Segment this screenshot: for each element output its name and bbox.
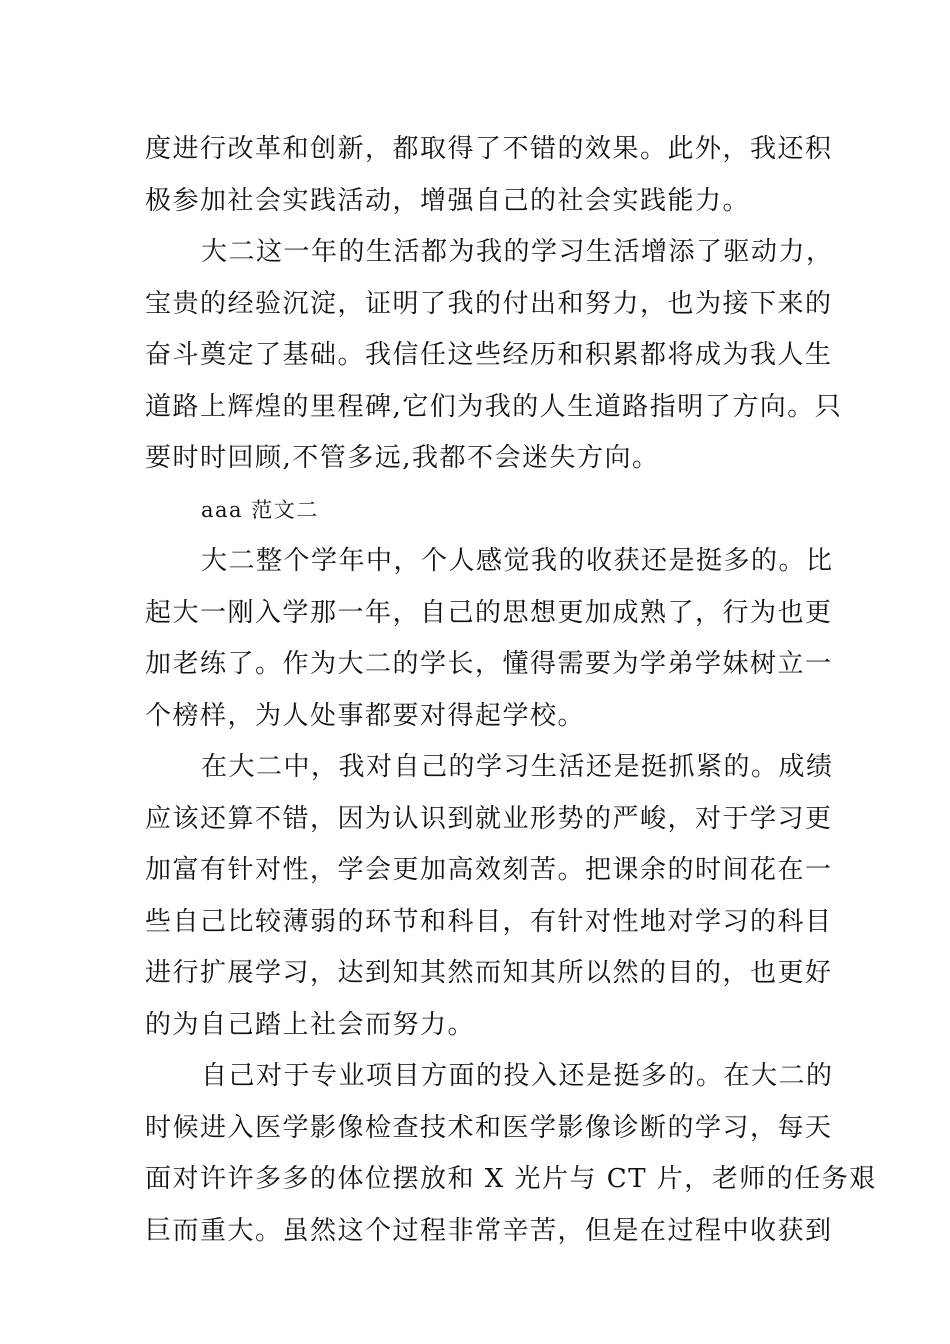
text-line: 起大一刚入学那一年，自己的思想更加成熟了，行为也更	[145, 597, 833, 628]
text-line: 时候进入医学影像检查技术和医学影像诊断的学习，每天	[145, 1112, 833, 1143]
paragraph-start-line: 大二这一年的生活都为我的学习生活增添了驱动力，	[201, 237, 834, 267]
text-line: 度进行改革和创新，都取得了不错的效果。此外，我还积	[145, 134, 833, 164]
text-line: 要时时回顾,不管多远,我都不会迷失方向。	[145, 443, 660, 473]
document-body	[145, 124, 877, 1257]
text-line: 个榜样，为人处事都要对得起学校。	[145, 700, 586, 731]
text-line: 进行扩展学习，达到知其然而知其所以然的目的，也更好	[145, 958, 833, 988]
text-line: 宝贵的经验沉淀，证明了我的付出和努力，也为接下来的	[145, 288, 833, 319]
text-line: 加富有针对性，学会更加高效刻苦。把课余的时间花在一	[145, 855, 833, 885]
text-line: 些自己比较薄弱的环节和科目，有针对性地对学习的科目	[145, 906, 833, 937]
paragraph-start-line: 大二整个学年中，个人感觉我的收获还是挺多的。比	[201, 546, 834, 576]
text-line: 道路上辉煌的里程碑,它们为我的人生道路指明了方向。只	[145, 391, 843, 422]
section-heading: aaa 范文二	[201, 497, 319, 522]
text-line: 的为自己踏上社会而努力。	[145, 1009, 476, 1040]
text-line: 奋斗奠定了基础。我信任这些经历和积累都将成为我人生	[145, 340, 833, 370]
paragraph-start-line: 自己对于专业项目方面的投入还是挺多的。在大二的	[201, 1061, 834, 1091]
paragraph-start-line: 在大二中，我对自己的学习生活还是挺抓紧的。成绩	[201, 752, 834, 782]
text-line: 极参加社会实践活动，增强自己的社会实践能力。	[145, 185, 751, 216]
text-line: 面对许许多多的体位摆放和 X 光片与 CT 片，老师的任务艰	[145, 1164, 877, 1194]
text-line: 应该还算不错，因为认识到就业形势的严峻，对于学习更	[145, 803, 833, 834]
text-line: 加老练了。作为大二的学长，懂得需要为学弟学妹树立一	[145, 649, 833, 679]
text-line: 巨而重大。虽然这个过程非常辛苦，但是在过程中收获到	[145, 1215, 833, 1246]
